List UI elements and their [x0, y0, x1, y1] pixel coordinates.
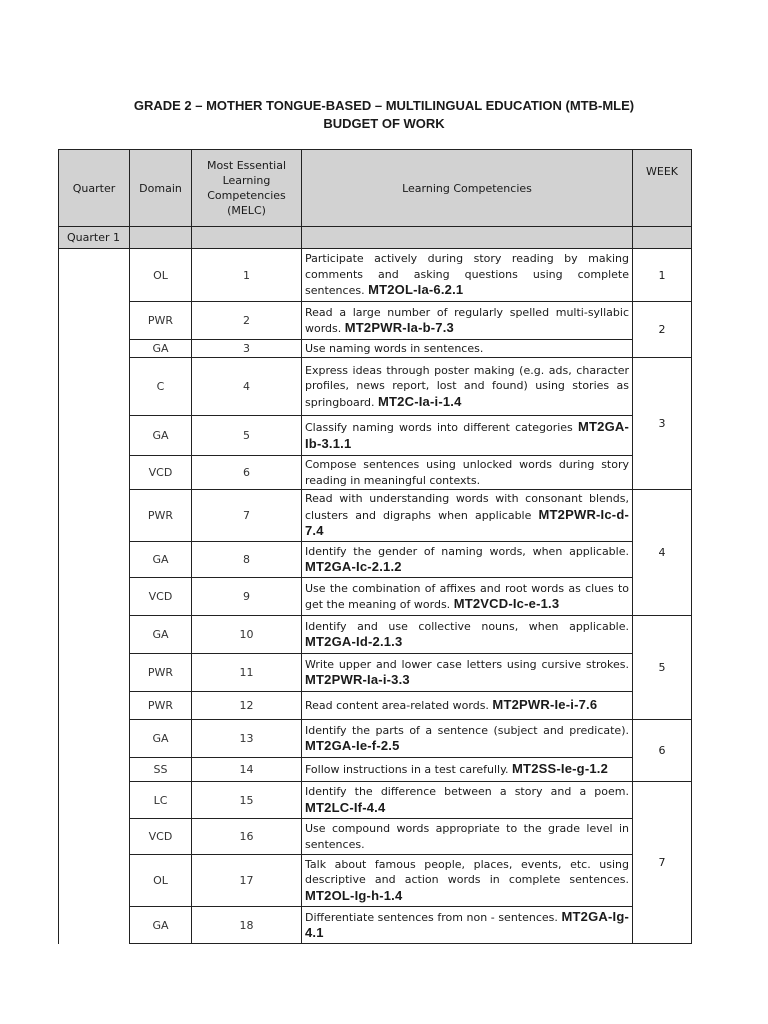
table-row	[59, 819, 692, 855]
competency-cell	[302, 782, 633, 819]
domain-cell: GA	[130, 340, 192, 358]
table-row	[59, 782, 692, 819]
domain-cell: LC	[130, 782, 192, 819]
melc-number-cell: 10	[192, 616, 302, 654]
domain-cell: PWR	[130, 302, 192, 340]
competency-cell	[302, 692, 633, 720]
competency-text: Express ideas through poster making (e.g. ads, character profiles, news report, lost and found) using stories as springboard.	[305, 363, 629, 409]
domain-cell: SS	[130, 758, 192, 782]
competency-text: Identify and use collective nouns, when applicable.	[305, 619, 629, 633]
competency-text: Talk about famous people, places, events, etc. using descriptive and action words in complete sentences.	[305, 857, 629, 887]
melc-number-cell: 8	[192, 542, 302, 578]
competency-text: Classify naming words into different categories	[305, 421, 573, 434]
table-row	[59, 456, 692, 490]
competency-code: MT2PWR-Ic-d-7.4	[305, 506, 629, 539]
competency-text: Read a large number of regularly spelled multi-syllabic words.	[305, 305, 629, 335]
quarter-column-blank	[59, 249, 130, 944]
competency-code: MT2VCD-Ic-e-1.3	[453, 596, 560, 611]
competency-code: MT2GA-Ic-2.1.2	[305, 559, 402, 574]
domain-cell: OL	[130, 855, 192, 907]
domain-cell: VCD	[130, 819, 192, 855]
competency-code: MT2GA-Ie-f-2.5	[305, 738, 400, 753]
competency-cell	[302, 720, 633, 758]
competency-text: Use compound words appropriate to the grade level in sentences.	[305, 822, 629, 851]
table-row	[59, 720, 692, 758]
competency-cell	[302, 819, 633, 855]
competency-cell	[302, 302, 633, 340]
melc-number-cell: 5	[192, 416, 302, 456]
competency-text: Use the combination of affixes and root words as clues to get the meaning of words.	[305, 581, 629, 611]
table-row	[59, 692, 692, 720]
week-cell: 6	[633, 720, 692, 782]
competency-text: Identify the gender of naming words, when applicable.	[305, 544, 629, 558]
competency-code: MT2PWR-Ia-i-3.3	[305, 672, 410, 687]
competency-cell	[302, 758, 633, 782]
header-learning-competencies: Learning Competencies	[302, 150, 633, 227]
quarter-row-cell	[130, 227, 192, 249]
melc-number-cell: 3	[192, 340, 302, 358]
header-domain: Domain	[130, 150, 192, 227]
domain-cell: PWR	[130, 490, 192, 542]
competency-text: Read content area-related words.	[305, 699, 489, 713]
domain-cell: OL	[130, 249, 192, 302]
domain-cell: PWR	[130, 692, 192, 720]
melc-number-cell: 6	[192, 456, 302, 490]
header-week: WEEK	[633, 150, 692, 227]
domain-cell: PWR	[130, 654, 192, 692]
header-quarter: Quarter	[59, 150, 130, 227]
melc-number-cell: 18	[192, 907, 302, 944]
competency-code: MT2GA-Id-2.1.3	[305, 634, 403, 649]
competency-text: Use naming words in sentences.	[305, 341, 484, 355]
competency-text: Compose sentences using unlocked words during story reading in meaningful contexts.	[305, 458, 629, 487]
competency-cell	[302, 654, 633, 692]
week-cell: 1	[633, 249, 692, 302]
domain-cell: C	[130, 358, 192, 416]
table-row	[59, 654, 692, 692]
quarter-row-cell	[633, 227, 692, 249]
competency-cell	[302, 490, 633, 542]
week-cell: 4	[633, 490, 692, 616]
competency-code: MT2OL-Ia-6.2.1	[368, 282, 464, 298]
table-row	[59, 340, 692, 358]
competency-text: Participate actively during story reading by making comments and asking questions using complete sentences.	[305, 252, 629, 298]
domain-cell: VCD	[130, 456, 192, 490]
quarter-label: Quarter 1	[59, 227, 130, 249]
competency-code: MT2OL-Ig-h-1.4	[305, 887, 403, 903]
table-row	[59, 302, 692, 340]
domain-cell: VCD	[130, 578, 192, 616]
competency-text: Follow instructions in a test carefully.	[305, 763, 509, 777]
table-row	[59, 616, 692, 654]
domain-cell: GA	[130, 616, 192, 654]
competency-text: Identify the parts of a sentence (subject and predicate).	[305, 723, 629, 737]
competency-cell	[302, 542, 633, 578]
domain-cell: GA	[130, 720, 192, 758]
competency-code: MT2PWR-Ie-i-7.6	[492, 697, 598, 713]
week-cell: 5	[633, 616, 692, 720]
table-row	[59, 542, 692, 578]
header-melc: Most Essential Learning Competencies (MELC)	[192, 150, 302, 227]
competency-cell	[302, 456, 633, 490]
melc-number-cell: 11	[192, 654, 302, 692]
quarter-row	[59, 227, 692, 249]
melc-number-cell: 1	[192, 249, 302, 302]
table-row	[59, 416, 692, 456]
competency-cell	[302, 616, 633, 654]
budget-of-work-table	[58, 149, 692, 944]
melc-number-cell: 7	[192, 490, 302, 542]
melc-number-cell: 17	[192, 855, 302, 907]
competency-code: MT2LC-If-4.4	[305, 799, 386, 815]
table-header-row	[59, 150, 692, 227]
table-row	[59, 358, 692, 416]
competency-text: Differentiate sentences from non - sentences.	[305, 910, 558, 924]
document-title: GRADE 2 – MOTHER TONGUE-BASED – MULTILINGUAL EDUCATION (MTB-MLE)	[133, 98, 635, 113]
melc-number-cell: 15	[192, 782, 302, 819]
melc-number-cell: 13	[192, 720, 302, 758]
competency-code: MT2C-Ia-i-1.4	[378, 393, 462, 409]
competency-cell	[302, 416, 633, 456]
competency-cell	[302, 249, 633, 302]
competency-code: MT2GA-Ib-3.1.1	[305, 419, 629, 451]
competency-cell	[302, 907, 633, 944]
table-row	[59, 578, 692, 616]
week-cell: 7	[633, 782, 692, 944]
competency-code: MT2SS-Ie-g-1.2	[512, 761, 609, 777]
quarter-row-cell	[302, 227, 633, 249]
competency-cell	[302, 578, 633, 616]
melc-number-cell: 14	[192, 758, 302, 782]
competency-cell	[302, 358, 633, 416]
melc-number-cell: 12	[192, 692, 302, 720]
competency-cell	[302, 855, 633, 907]
melc-number-cell: 2	[192, 302, 302, 340]
week-cell: 2	[633, 302, 692, 358]
domain-cell: GA	[130, 542, 192, 578]
competency-text: Write upper and lower case letters using cursive strokes.	[305, 657, 629, 671]
quarter-row-cell	[192, 227, 302, 249]
table-row	[59, 855, 692, 907]
week-cell: 3	[633, 358, 692, 490]
melc-number-cell: 4	[192, 358, 302, 416]
document-subtitle: BUDGET OF WORK	[323, 116, 445, 131]
competency-cell	[302, 340, 633, 358]
competency-text: Identify the difference between a story and a poem.	[305, 785, 629, 798]
competency-code: MT2PWR-Ia-b-7.3	[344, 320, 454, 335]
competency-text: Read with understanding words with consonant blends, clusters and digraphs when applicable	[305, 492, 629, 522]
melc-number-cell: 9	[192, 578, 302, 616]
table-row	[59, 758, 692, 782]
domain-cell: GA	[130, 907, 192, 944]
table-row	[59, 249, 692, 302]
competency-code: MT2GA-Ig-4.1	[305, 908, 629, 940]
melc-number-cell: 16	[192, 819, 302, 855]
table-row	[59, 907, 692, 944]
table-row	[59, 490, 692, 542]
domain-cell: GA	[130, 416, 192, 456]
